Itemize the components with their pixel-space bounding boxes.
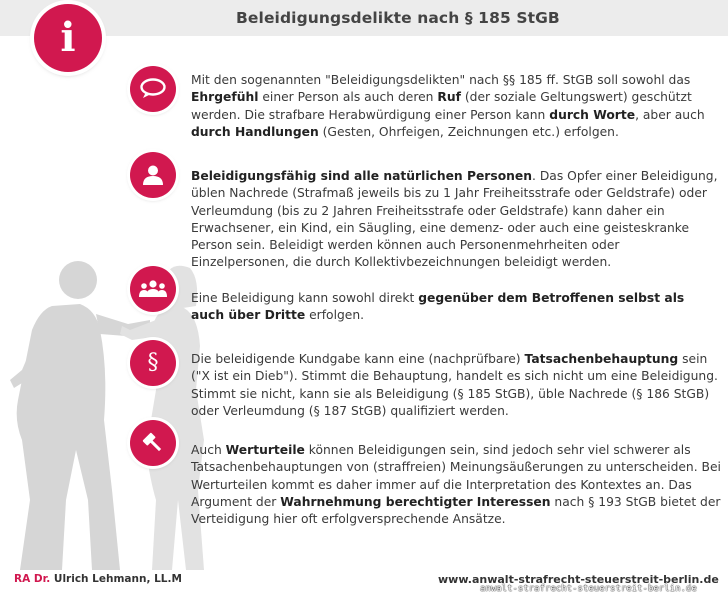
text-run: Auch xyxy=(191,443,226,457)
group-icon xyxy=(130,266,176,312)
speech-bubble-icon xyxy=(130,66,176,112)
section-text xyxy=(191,442,721,528)
info-icon: i xyxy=(34,4,102,72)
text-run: sein ("X ist ein Dieb"). Stimmt die Behauptung, handelt es sich nicht um eine Beleidigung. Stimmt sie nicht, kann sie als Beleidigung (§ 185 StGB), üble Nachrede (§ 186 StGB) oder Verleumdung (§ 187 StGB) qualifiziert werden. xyxy=(191,352,718,418)
section-text xyxy=(191,290,721,325)
text-run: Die beleidigende Kundgabe kann eine (nachprüfbare) xyxy=(191,352,525,366)
paragraph-icon xyxy=(130,340,176,386)
author-name: Ulrich Lehmann, LL.M xyxy=(53,573,182,585)
text-run-bold: Wahrnehmung berechtigter Interessen xyxy=(280,494,551,509)
author-credit xyxy=(14,573,182,585)
text-run: (der soziale Geltungswert) geschützt werden. Die strafbare Herabwürdigung einer Person kann xyxy=(191,90,692,122)
paragraph-glyph: § xyxy=(147,350,159,375)
text-run-bold: gegenüber dem Betroffenen selbst als auch über Dritte xyxy=(191,291,685,323)
text-run: Eine Beleidigung kann sowohl direkt xyxy=(191,291,419,305)
section-text xyxy=(191,351,721,420)
text-run-bold: Ruf xyxy=(437,90,461,105)
text-run: (Gesten, Ohrfeigen, Zeichnungen etc.) erfolgen. xyxy=(318,124,619,139)
text-run-bold: durch Worte xyxy=(549,107,636,122)
text-run-bold: Tatsachenbehauptung xyxy=(524,352,679,366)
person-icon xyxy=(130,152,176,198)
page-title: Beleidigungsdelikte nach § 185 StGB xyxy=(236,9,560,27)
text-run: erfolgen. xyxy=(305,308,365,323)
text-run: . Das Opfer einer Beleidigung, üblen Nachrede (Strafmaß jeweils bis zu 1 Jahr Freiheitsstrafe oder Geldstrafe) oder Verleumdung (bis zu 2 Jahren Freiheitsstrafe oder Geldstrafe) kann daher ein Erwachsener, ein Kind, ein Säugling, eine demenz- oder auch eine geisteskranke Person sein. Beleidigt werden können auch Personenmehrheiten oder Einzelpersonen, die durch Kollektivbezeichnungen beleidigt werden. xyxy=(191,169,718,270)
author-title: RA Dr. xyxy=(14,573,51,585)
text-run: können Beleidigungen sein, sind jedoch sehr viel schwerer als Tatsachenbehauptungen von (straffreien) Meinungsäußerungen zu unterscheiden. Bei Werturteilen kommt es daher immer auf die Interpretation des Kontextes an. Das Argument der xyxy=(191,443,721,509)
text-run-bold: Werturteile xyxy=(225,443,305,457)
text-run-bold: Ehrgefühl xyxy=(191,90,259,105)
section-text xyxy=(191,72,721,141)
text-run: einer Person als auch deren xyxy=(258,90,438,105)
watermark: anwalt-strafrecht-steuerstreit-berlin.de xyxy=(480,584,697,594)
website-url: www.anwalt-strafrecht-steuerstreit-berlin.de xyxy=(438,573,719,586)
text-run: nach § 193 StGB bietet der Verteidigung hier oft erfolgversprechende Ansätze. xyxy=(191,494,721,527)
section-text xyxy=(191,168,721,272)
text-run-bold: Beleidigungsfähig sind alle natürlichen Personen xyxy=(191,169,532,183)
man-head xyxy=(59,261,97,299)
text-run: , aber auch xyxy=(635,107,705,122)
text-run: Mit den sogenannten "Beleidigungsdelikten" nach §§ 185 ff. StGB soll sowohl das xyxy=(191,73,691,87)
gavel-icon xyxy=(130,420,176,466)
man-body xyxy=(17,304,120,570)
text-run-bold: durch Handlungen xyxy=(191,124,319,139)
